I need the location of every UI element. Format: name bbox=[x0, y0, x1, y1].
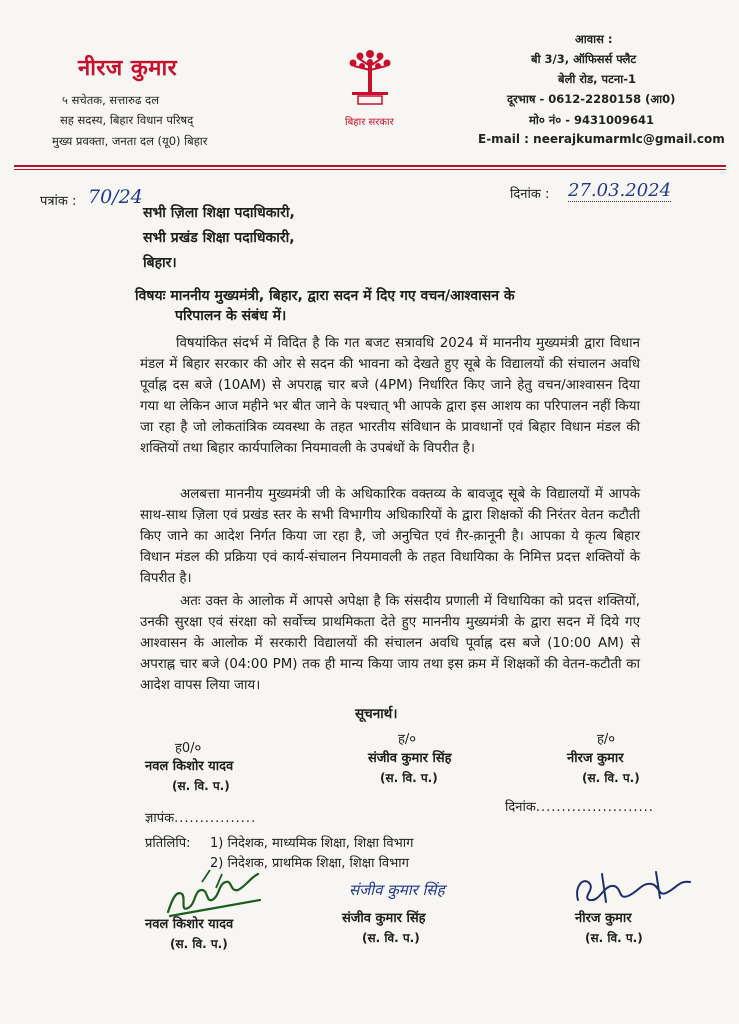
letterhead-name: नीरज कुमार bbox=[78, 56, 178, 81]
header-divider bbox=[14, 165, 726, 167]
role-line-3: मुख्य प्रवक्ता, जनता दल (यू0) बिहार bbox=[52, 134, 208, 148]
address-line-1: बी 3/3, ऑफिसर्स फ्लैट bbox=[531, 52, 637, 66]
header-divider-thin bbox=[14, 169, 726, 170]
memo-date-line: दिनांक....................... bbox=[505, 800, 654, 815]
bottom-name-3: नीरज कुमार bbox=[575, 911, 632, 926]
copy-label: प्रतिलिपि: bbox=[145, 836, 191, 851]
subject-line-1: विषयः माननीय मुख्यमंत्री, बिहार, द्वारा सदन में दिए गए वचन/आश्वासन के bbox=[135, 288, 515, 304]
sign-mark-1: ह0/० bbox=[175, 741, 202, 756]
signatory-title-1: (स. वि. प.) bbox=[172, 779, 230, 793]
role-line-2: सह सदस्य, बिहार विधान परिषद् bbox=[60, 113, 194, 127]
copy-line-2: 2) निदेशक, प्राथमिक शिक्षा, शिक्षा विभाग bbox=[210, 856, 409, 871]
email: E-mail : neerajkumarmlc@gmail.com bbox=[478, 132, 725, 146]
ref-number: 70/24 bbox=[88, 186, 143, 208]
signatory-title-3: (स. वि. प.) bbox=[582, 771, 640, 785]
emblem-caption: बिहार सरकार bbox=[345, 117, 394, 128]
paragraph-3: अतः उक्त के आलोक में आपसे अपेक्षा है कि संसदीय प्रणाली में विधायिका को प्रदत्त शक्तियों, उनकी सुरक्षा एवं संरक्षा को सर्वोच्च प्राथमिकता देते हुए माननीय मुख्यमंत्री के द्वारा सदन में दिये गए आश्वासन के आलोक में सरकारी विद्यालयों की संचालन अवधि पूर्वाह्न दस बजे (10:00 AM) से अपराह्न चार बजे (04:00 PM) तक ही मान्य किया जाय तथा इस क्रम में शिक्षकों की वेतन-कटौती का आदेश वापस लिया जाय। bbox=[140, 594, 640, 693]
ref-label: पत्रांक : bbox=[40, 194, 77, 209]
copy-line-1: 1) निदेशक, माध्यमिक शिक्षा, शिक्षा विभाग bbox=[210, 836, 414, 851]
signature-neeraj bbox=[560, 862, 710, 912]
address-line-2: बेली रोड, पटना-1 bbox=[558, 72, 637, 86]
date-label: दिनांक : bbox=[510, 187, 550, 202]
date-value: 27.03.2024 bbox=[568, 180, 672, 201]
mobile: मो० नं० - 9431009641 bbox=[529, 113, 654, 127]
sign-mark-3: ह/० bbox=[597, 732, 616, 747]
closing-text: सूचनार्थ। bbox=[355, 706, 398, 722]
recipient-1: सभी ज़िला शिक्षा पदाधिकारी, bbox=[143, 205, 295, 221]
signatory-name-3: नीरज कुमार bbox=[567, 751, 624, 766]
gyapank-line: ज्ञापंक................ bbox=[145, 811, 257, 826]
recipient-2: सभी प्रखंड शिक्षा पदाधिकारी, bbox=[143, 230, 295, 246]
address-title: आवास : bbox=[575, 32, 613, 46]
recipient-3: बिहार। bbox=[143, 255, 177, 271]
bottom-name-1: नवल किशोर यादव bbox=[145, 917, 234, 932]
paragraph-1: विषयांकित संदर्भ में विदित है कि गत बजट सत्रावधि 2024 में माननीय मुख्यमंत्री द्वारा विधान मंडल में बिहार सरकार की ओर से सदन की भावना को देखते हुए सूबे के विद्यालयों की संचालन अवधि पूर्वाह्न दस बजे (10AM) से अपराह्न चार बजे (4PM) निर्धारित किए जाने हेतु वचन/आश्वासन दिया गया था लेकिन आज महीने भर बीत जाने के पश्चात् भी आपके द्वारा इस आशय का परिपालन नहीं किया जा रहा है जो लोकतांत्रिक व्यवस्था के तहत भारतीय संविधान के प्रावधानों एवं बिहार विधान मंडल की शक्तियों तथा बिहार कार्यपालिका नियमावली के उपबंधों के विपरीत है। bbox=[140, 336, 640, 456]
bottom-name-2: संजीव कुमार सिंह bbox=[342, 911, 426, 926]
signatory-name-2: संजीव कुमार सिंह bbox=[368, 751, 452, 766]
bihar-emblem-icon bbox=[340, 44, 400, 106]
phone: दूरभाष - 0612-2280158 (आ0) bbox=[507, 92, 676, 106]
signatory-title-2: (स. वि. प.) bbox=[380, 771, 438, 785]
paragraph-2: अलबत्ता माननीय मुख्यमंत्री जी के अधिकारिक वक्तव्य के बावजूद सूबे के विद्यालयों में आपके साथ-साथ ज़िला एवं प्रखंड स्तर के सभी विभागीय अधिकारियों के द्वारा शिक्षकों की निरंतर वेतन कटौती किए जाने का आदेश निर्गत किया जा रहा है, जो अनुचित एवं ग़ैर-क़ानूनी है। आपका ये कृत्य बिहार विधान मंडल की प्रक्रिया एवं कार्य-संचालन नियमावली के तहत विधायिका के निमित्त प्रदत्त शक्तियों के विपरीत है। bbox=[140, 487, 640, 586]
signature-sanjeev: संजीव कुमार सिंह bbox=[349, 881, 445, 899]
bottom-title-2: (स. वि. प.) bbox=[362, 931, 420, 945]
role-line-1: ५ सचेतक, सत्तारुढ दल bbox=[62, 93, 160, 107]
bottom-title-1: (स. वि. प.) bbox=[170, 937, 228, 951]
bottom-title-3: (स. वि. प.) bbox=[585, 931, 643, 945]
sign-mark-2: ह/० bbox=[398, 732, 417, 747]
signatory-name-1: नवल किशोर यादव bbox=[145, 759, 234, 774]
subject-line-2: परिपालन के संबंध में। bbox=[175, 308, 287, 324]
